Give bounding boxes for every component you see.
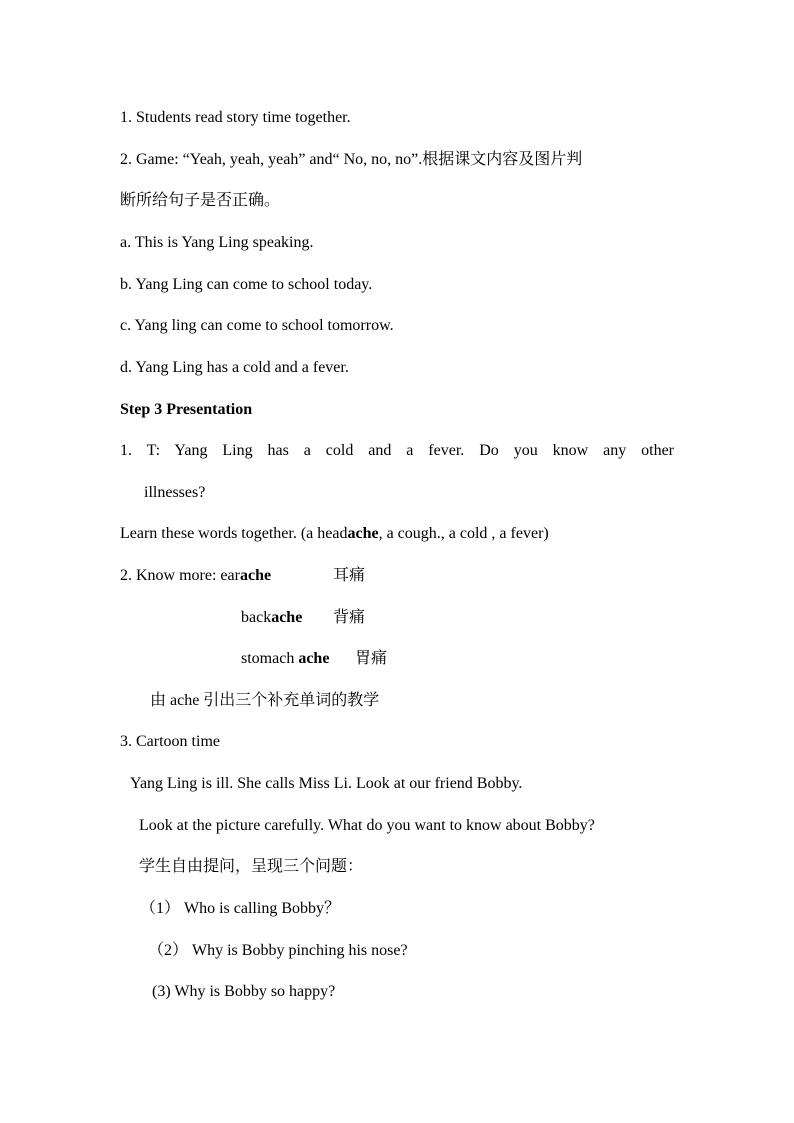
suffix-ache: ache	[239, 567, 272, 584]
word-prefix: stomach	[241, 650, 299, 667]
cartoon-intro: Yang Ling is ill. She calls Miss Li. Look at our friend Bobby.	[130, 775, 523, 792]
sentence-c: c. Yang ling can come to school tomorrow.	[120, 317, 394, 334]
sentence-d: d. Yang Ling has a cold and a fever.	[120, 359, 349, 376]
cartoon-questions-intro: 学生自由提问，呈现三个问题：	[139, 858, 364, 875]
earache-translation: 耳痛	[333, 567, 366, 584]
learn-words-text: Learn these words together. (a head	[120, 525, 348, 542]
know-more-label: 2. Know more: ear	[120, 567, 240, 584]
cartoon-time-heading: 3. Cartoon time	[120, 733, 220, 750]
suffix-ache: ache	[271, 609, 303, 626]
stomachache-translation: 胃痛	[355, 650, 388, 667]
backache-word	[241, 608, 302, 628]
step-item-2-game: 2. Game: “Yeah, yeah, yeah” and“ No, no, no”.根据课文内容及图片判	[120, 151, 583, 168]
word-prefix: back	[241, 609, 272, 626]
question-2: （2） Why is Bobby pinching his nose?	[148, 942, 408, 959]
know-more-earache	[120, 566, 271, 586]
backache-translation: 背痛	[333, 609, 366, 626]
suffix-ache: ache	[347, 525, 379, 542]
question-3: (3) Why is Bobby so happy?	[152, 983, 336, 1000]
step-item-1: 1. Students read story time together.	[120, 109, 351, 126]
stomachache-word	[241, 649, 329, 669]
sentence-a: a. This is Yang Ling speaking.	[120, 234, 314, 251]
sentence-b: b. Yang Ling can come to school today.	[120, 276, 373, 293]
cartoon-prompt: Look at the picture carefully. What do you want to know about Bobby?	[139, 817, 595, 834]
learn-words-list: , a cough., a cold , a fever)	[378, 525, 549, 542]
presentation-item-1: 1. T: Yang Ling has a cold and a fever. Do you know any other	[120, 442, 674, 459]
teaching-note: 由 ache 引出三个补充单词的教学	[150, 692, 380, 709]
presentation-item-1-cont: illnesses?	[144, 484, 206, 501]
suffix-ache: ache	[298, 650, 330, 667]
learn-words-line	[120, 524, 549, 544]
section-heading-step3: Step 3 Presentation	[120, 401, 253, 418]
question-1: （1） Who is calling Bobby？	[140, 900, 340, 917]
step-item-2-instruction: 断所给句子是否正确。	[120, 192, 281, 209]
